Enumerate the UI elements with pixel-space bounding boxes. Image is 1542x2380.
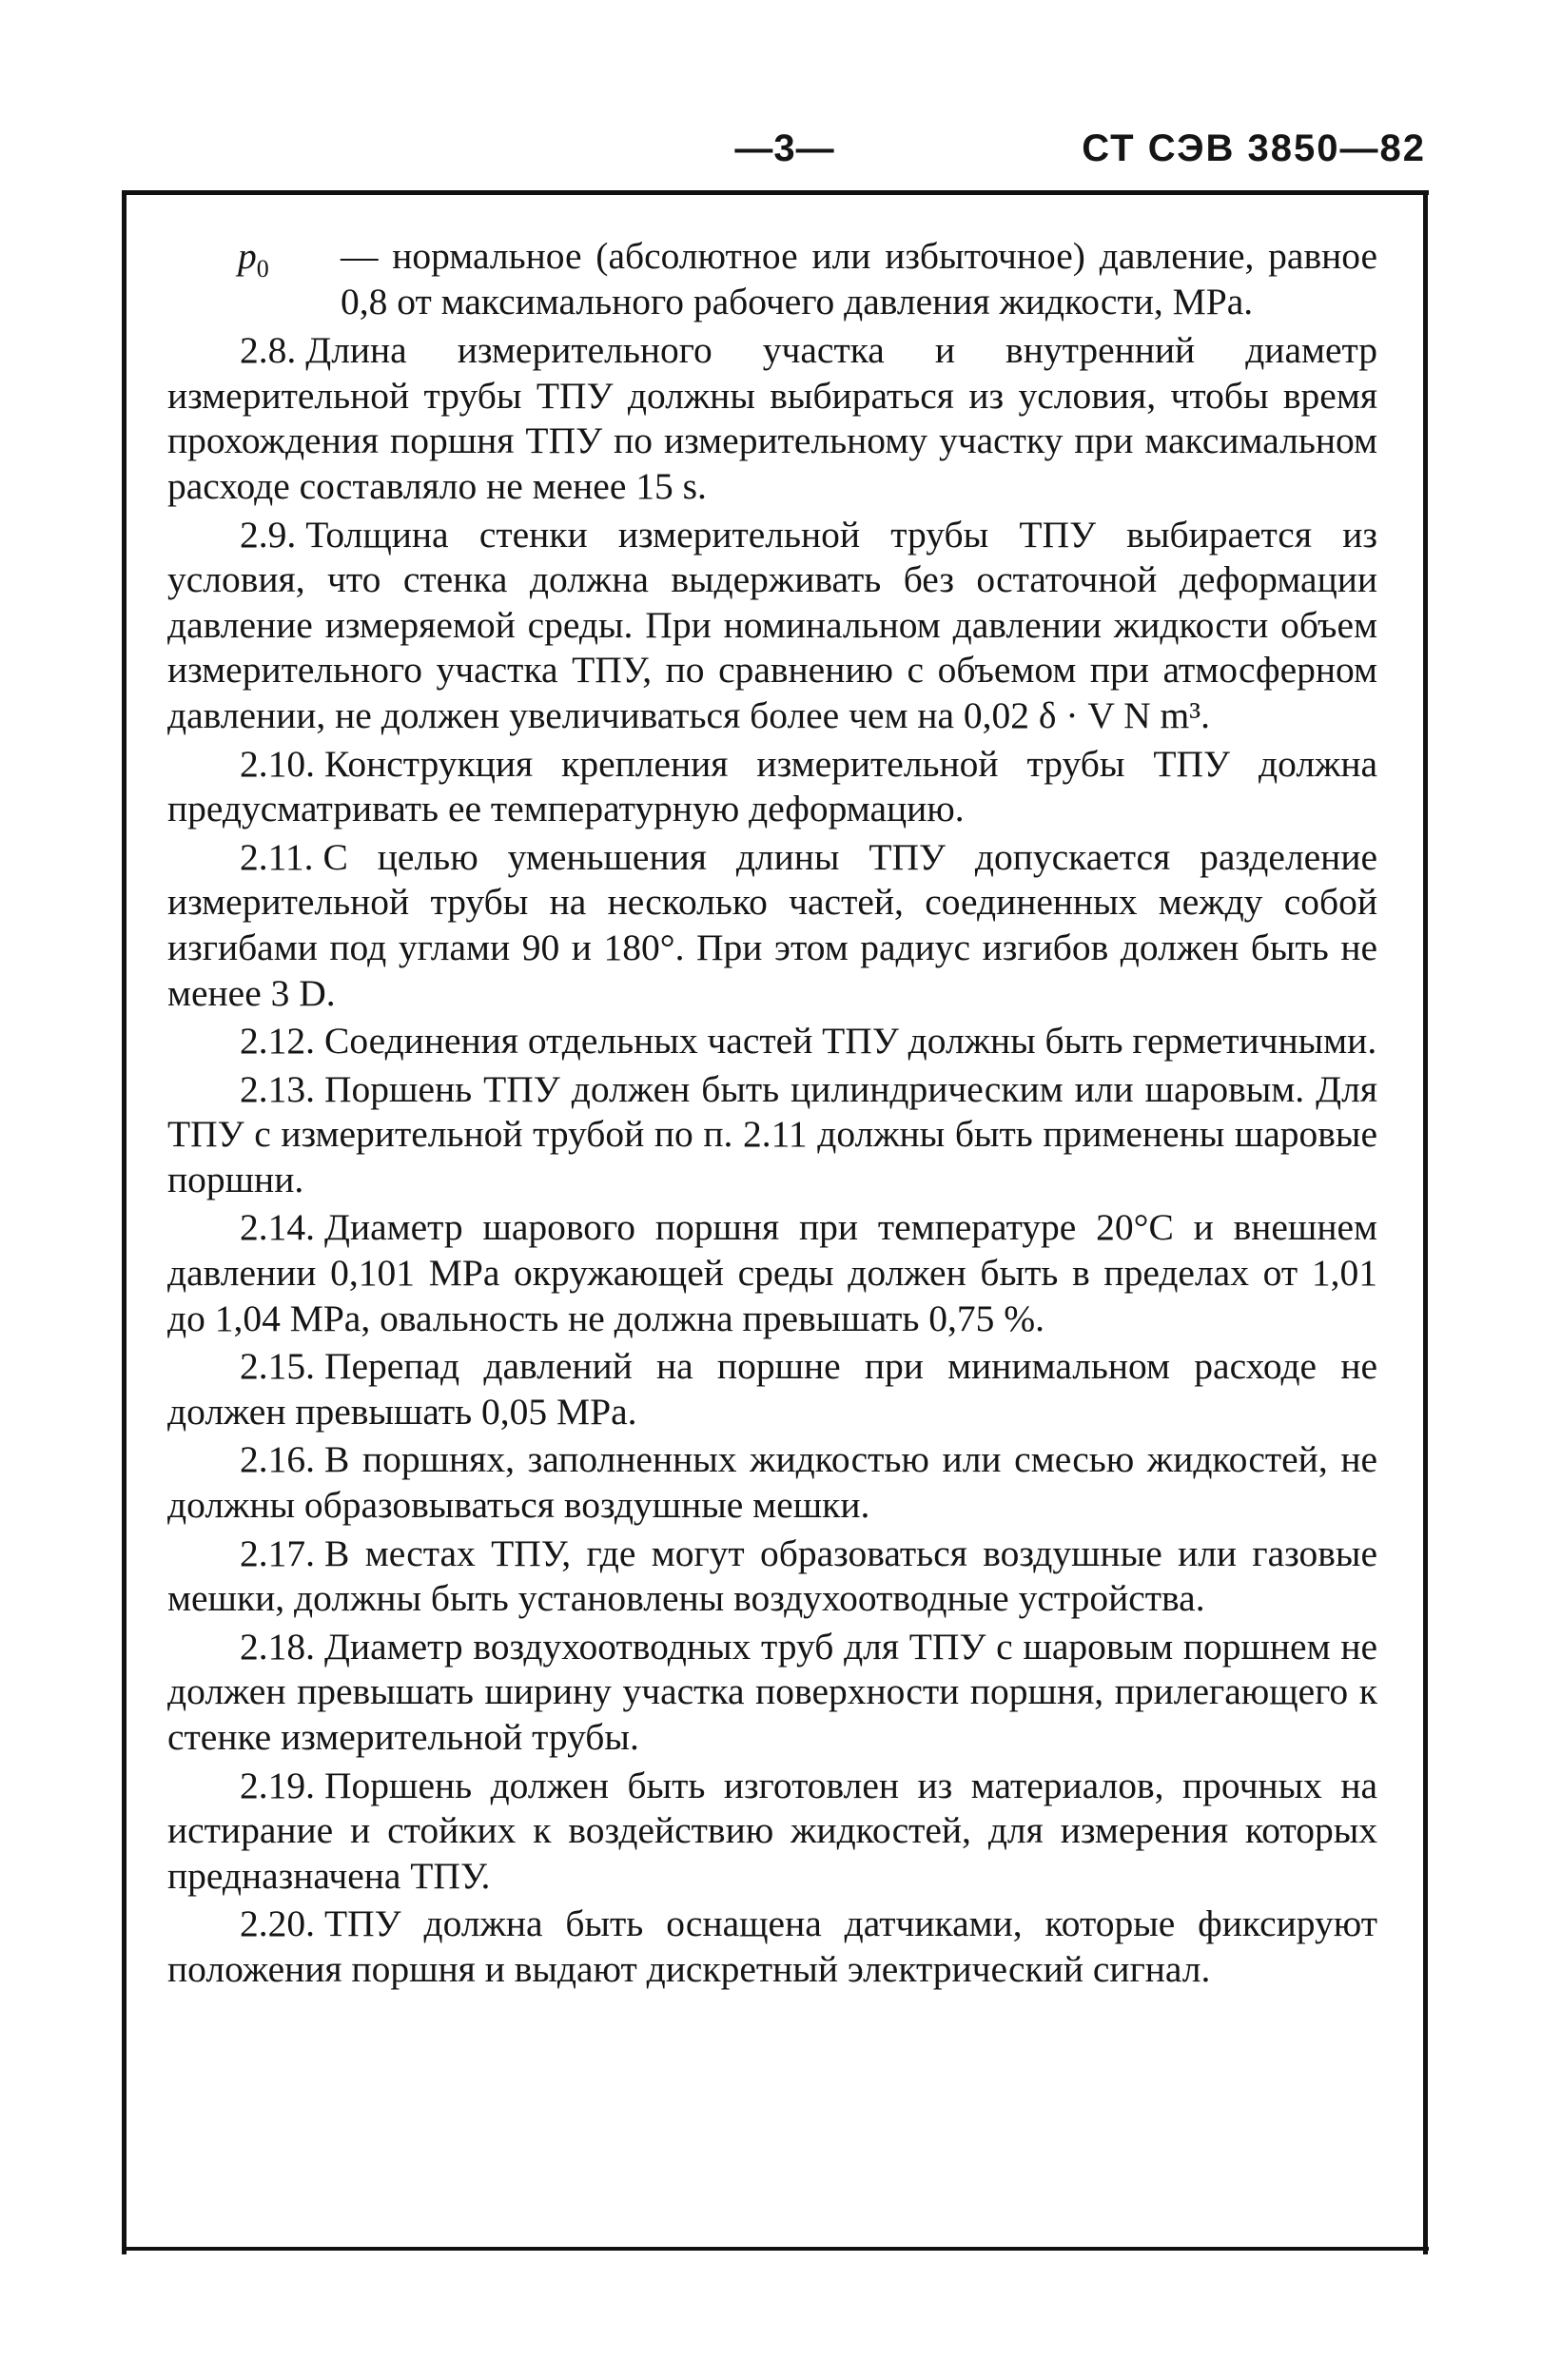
clause-2-20: [167, 1902, 1377, 1992]
clause-number: 2.18.: [240, 1625, 315, 1668]
clause-text: С целью уменьшения длины ТПУ допускается разделение измерительной трубы на несколько частей, соединенных между собой изгибами под углами 90 и 180°. При этом радиус изгибов должен быть не менее 3 D.: [167, 835, 1377, 1014]
clause-2-15: [167, 1344, 1377, 1434]
clause-text: Диаметр шарового поршня при температуре 20°С и внешнем давлении 0,101 МРа окружающей среды должен быть в пределах от 1,01 до 1,04 МРа, овальность не должна превышать 0,75 %.: [167, 1206, 1377, 1339]
page-number: —3—: [734, 127, 835, 169]
clause-text: В поршнях, заполненных жидкостью или смесью жидкостей, не должны образовываться воздушные мешки.: [167, 1438, 1377, 1527]
clause-number: 2.20.: [240, 1902, 315, 1945]
document-body: [167, 234, 1377, 1993]
clause-text: В местах ТПУ, где могут образоваться воздушные или газовые мешки, должны быть установлены воздухоотводные устройства.: [167, 1531, 1377, 1620]
clause-text: Диаметр воздухоотводных труб для ТПУ с шаровым поршнем не должен превышать ширину участка поверхности поршня, прилегающего к стенке измерительной трубы.: [167, 1625, 1377, 1758]
clause-2-9: [167, 513, 1377, 739]
clause-2-11: [167, 835, 1377, 1016]
clause-text: ТПУ должна быть оснащена датчиками, которые фиксируют положения поршня и выдают дискретный электрический сигнал.: [167, 1902, 1377, 1990]
clause-number: 2.13.: [240, 1067, 315, 1110]
standard-code: СТ СЭВ 3850—82: [1082, 127, 1426, 169]
clause-2-14: [167, 1205, 1377, 1341]
clause-2-10: [167, 742, 1377, 832]
clause-text: Конструкция крепления измерительной трубы ТПУ должна предусматривать ее температурную деформацию.: [167, 742, 1377, 830]
definition-symbol: $p_0$: [238, 235, 269, 283]
frame-left-rule: [122, 190, 127, 2254]
frame-bottom-rule: [126, 2247, 1429, 2251]
clause-number: 2.11.: [240, 835, 314, 878]
frame-right-rule: [1423, 190, 1428, 2254]
clause-2-19: [167, 1764, 1377, 1900]
clause-number: 2.10.: [240, 742, 315, 785]
clause-text: Поршень ТПУ должен быть цилиндрическим или шаровым. Для ТПУ с измерительной трубой по п. 2.11 должны быть применены шаровые поршни.: [167, 1067, 1377, 1200]
clause-2-12: [167, 1019, 1377, 1064]
clause-number: 2.9.: [240, 513, 297, 556]
clause-number: 2.19.: [240, 1764, 315, 1806]
definition-text: — нормальное (абсолютное или избыточное) давление, равное 0,8 от максимального рабочего давления жидкости, МРа.: [341, 235, 1377, 322]
definition-item: [167, 234, 1377, 324]
clause-number: 2.16.: [240, 1438, 315, 1481]
clause-number: 2.15.: [240, 1345, 315, 1388]
clause-number: 2.17.: [240, 1531, 315, 1574]
clause-2-16: [167, 1437, 1377, 1528]
clause-2-13: [167, 1067, 1377, 1203]
clause-number: 2.12.: [240, 1020, 315, 1063]
clause-text: Поршень должен быть изготовлен из материалов, прочных на истирание и стойких к воздействию жидкостей, для измерения которых предназначена ТПУ.: [167, 1764, 1377, 1897]
clause-number: 2.14.: [240, 1206, 315, 1249]
clause-2-18: [167, 1625, 1377, 1761]
clause-text: Толщина стенки измерительной трубы ТПУ выбирается из условия, что стенка должна выдерживать без остаточной деформации давление измеряемой среды. При номинальном давлении жидкости объем измерительного участка ТПУ, по сравнению с объемом при атмосферном давлении, не должен увеличиваться более чем на 0,02 δ · V N m³.: [167, 513, 1377, 736]
clause-2-8: [167, 328, 1377, 509]
clause-2-17: [167, 1531, 1377, 1622]
clause-text: Длина измерительного участка и внутренний диаметр измерительной трубы ТПУ должны выбираться из условия, чтобы время прохождения поршня ТПУ по измерительному участку при максимальном расходе составляло не менее 15 s.: [167, 329, 1377, 507]
clause-text: Соединения отдельных частей ТПУ должны быть герметичными.: [324, 1020, 1377, 1063]
definition-symbol-subscript: 0: [256, 254, 269, 283]
clause-text: Перепад давлений на поршне при минимальном расходе не должен превышать 0,05 МРа.: [167, 1345, 1377, 1433]
frame-top-rule: [126, 190, 1429, 195]
clause-number: 2.8.: [240, 329, 297, 372]
